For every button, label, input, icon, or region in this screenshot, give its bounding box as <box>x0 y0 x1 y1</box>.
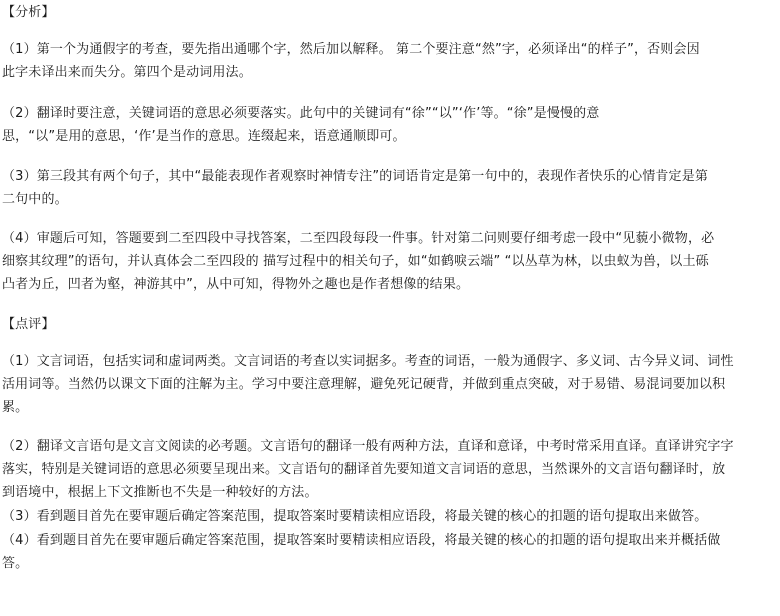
comment-item-4-line-1: （4）看到题目首先在要审题后确定答案范围，提取答案时要精读相应语段，将最关键的核心的扣题的语句提取出来并概括做 <box>2 533 721 548</box>
analysis-item-4-line-1: （4）审题后可知，答题要到二至四段中寻找答案，二至四段每段一件事。针对第二问则要仔细考虑一段中“见藐小微物，必 <box>2 231 715 246</box>
analysis-heading: 【分析】 <box>2 5 55 20</box>
comment-item-1-line-3: 累。 <box>2 400 29 415</box>
analysis-item-4-line-2: 细察其纹理”的语句，并认真体会二至四段的 描写过程中的相关句子，如“如鹤唳云端” “以丛草为林，以虫蚁为兽，以土砾 <box>2 254 709 269</box>
analysis-item-2-line-2: 思，“以”是用的意思，‘作’是当作的意思。连缀起来，语意通顺即可。 <box>2 129 406 144</box>
comment-item-2-line-2: 落实，特别是关键词语的意思必须要呈现出来。文言语句的翻译首先要知道文言词语的意思，当然课外的文言语句翻译时，放 <box>2 462 726 477</box>
analysis-item-3-line-1: （3）第三段其有两个句子，其中“最能表现作者观察时神情专注”的词语肯定是第一句中的，表现作者快乐的心情肯定是第 <box>2 169 708 184</box>
comment-heading: 【点评】 <box>2 317 55 332</box>
comment-item-4-line-2: 答。 <box>2 556 29 571</box>
comment-item-2-line-3: 到语境中，根据上下文推断也不失是一种较好的方法。 <box>2 485 318 500</box>
comment-item-1-line-1: （1）文言词语，包括实词和虚词两类。文言词语的考查以实词据多。考查的词语，一般为通假字、多义词、古今异义词、词性 <box>2 354 734 369</box>
analysis-item-2-line-1: （2）翻译时要注意，关键词语的意思必须要落实。此句中的关键词有“徐”“以”‘作’等。“徐”是慢慢的意 <box>2 106 600 121</box>
comment-item-1-line-2: 活用词等。当然仍以课文下面的注解为主。学习中要注意理解，避免死记硬背，并做到重点突破，对于易错、易混词要加以积 <box>2 377 726 392</box>
analysis-item-3-line-2: 二句中的。 <box>2 192 68 207</box>
analysis-item-1-line-1: （1）第一个为通假字的考查，要先指出通哪个字，然后加以解释。 第二个要注意“然”字，必须译出“的样子”，否则会因 <box>2 42 700 57</box>
analysis-item-1-line-2: 此字未译出来而失分。第四个是动词用法。 <box>2 65 252 80</box>
comment-item-3-line-1: （3）看到题目首先在要审题后确定答案范围，提取答案时要精读相应语段，将最关键的核心的扣题的语句提取出来做答。 <box>2 509 708 524</box>
comment-item-2-line-1: （2）翻译文言语句是文言文阅读的必考题。文言语句的翻译一般有两种方法，直译和意译，中考时常采用直译。直译讲究字字 <box>2 439 734 454</box>
analysis-item-4-line-3: 凸者为丘，凹者为壑，神游其中”，从中可知，得物外之趣也是作者想像的结果。 <box>2 277 470 292</box>
